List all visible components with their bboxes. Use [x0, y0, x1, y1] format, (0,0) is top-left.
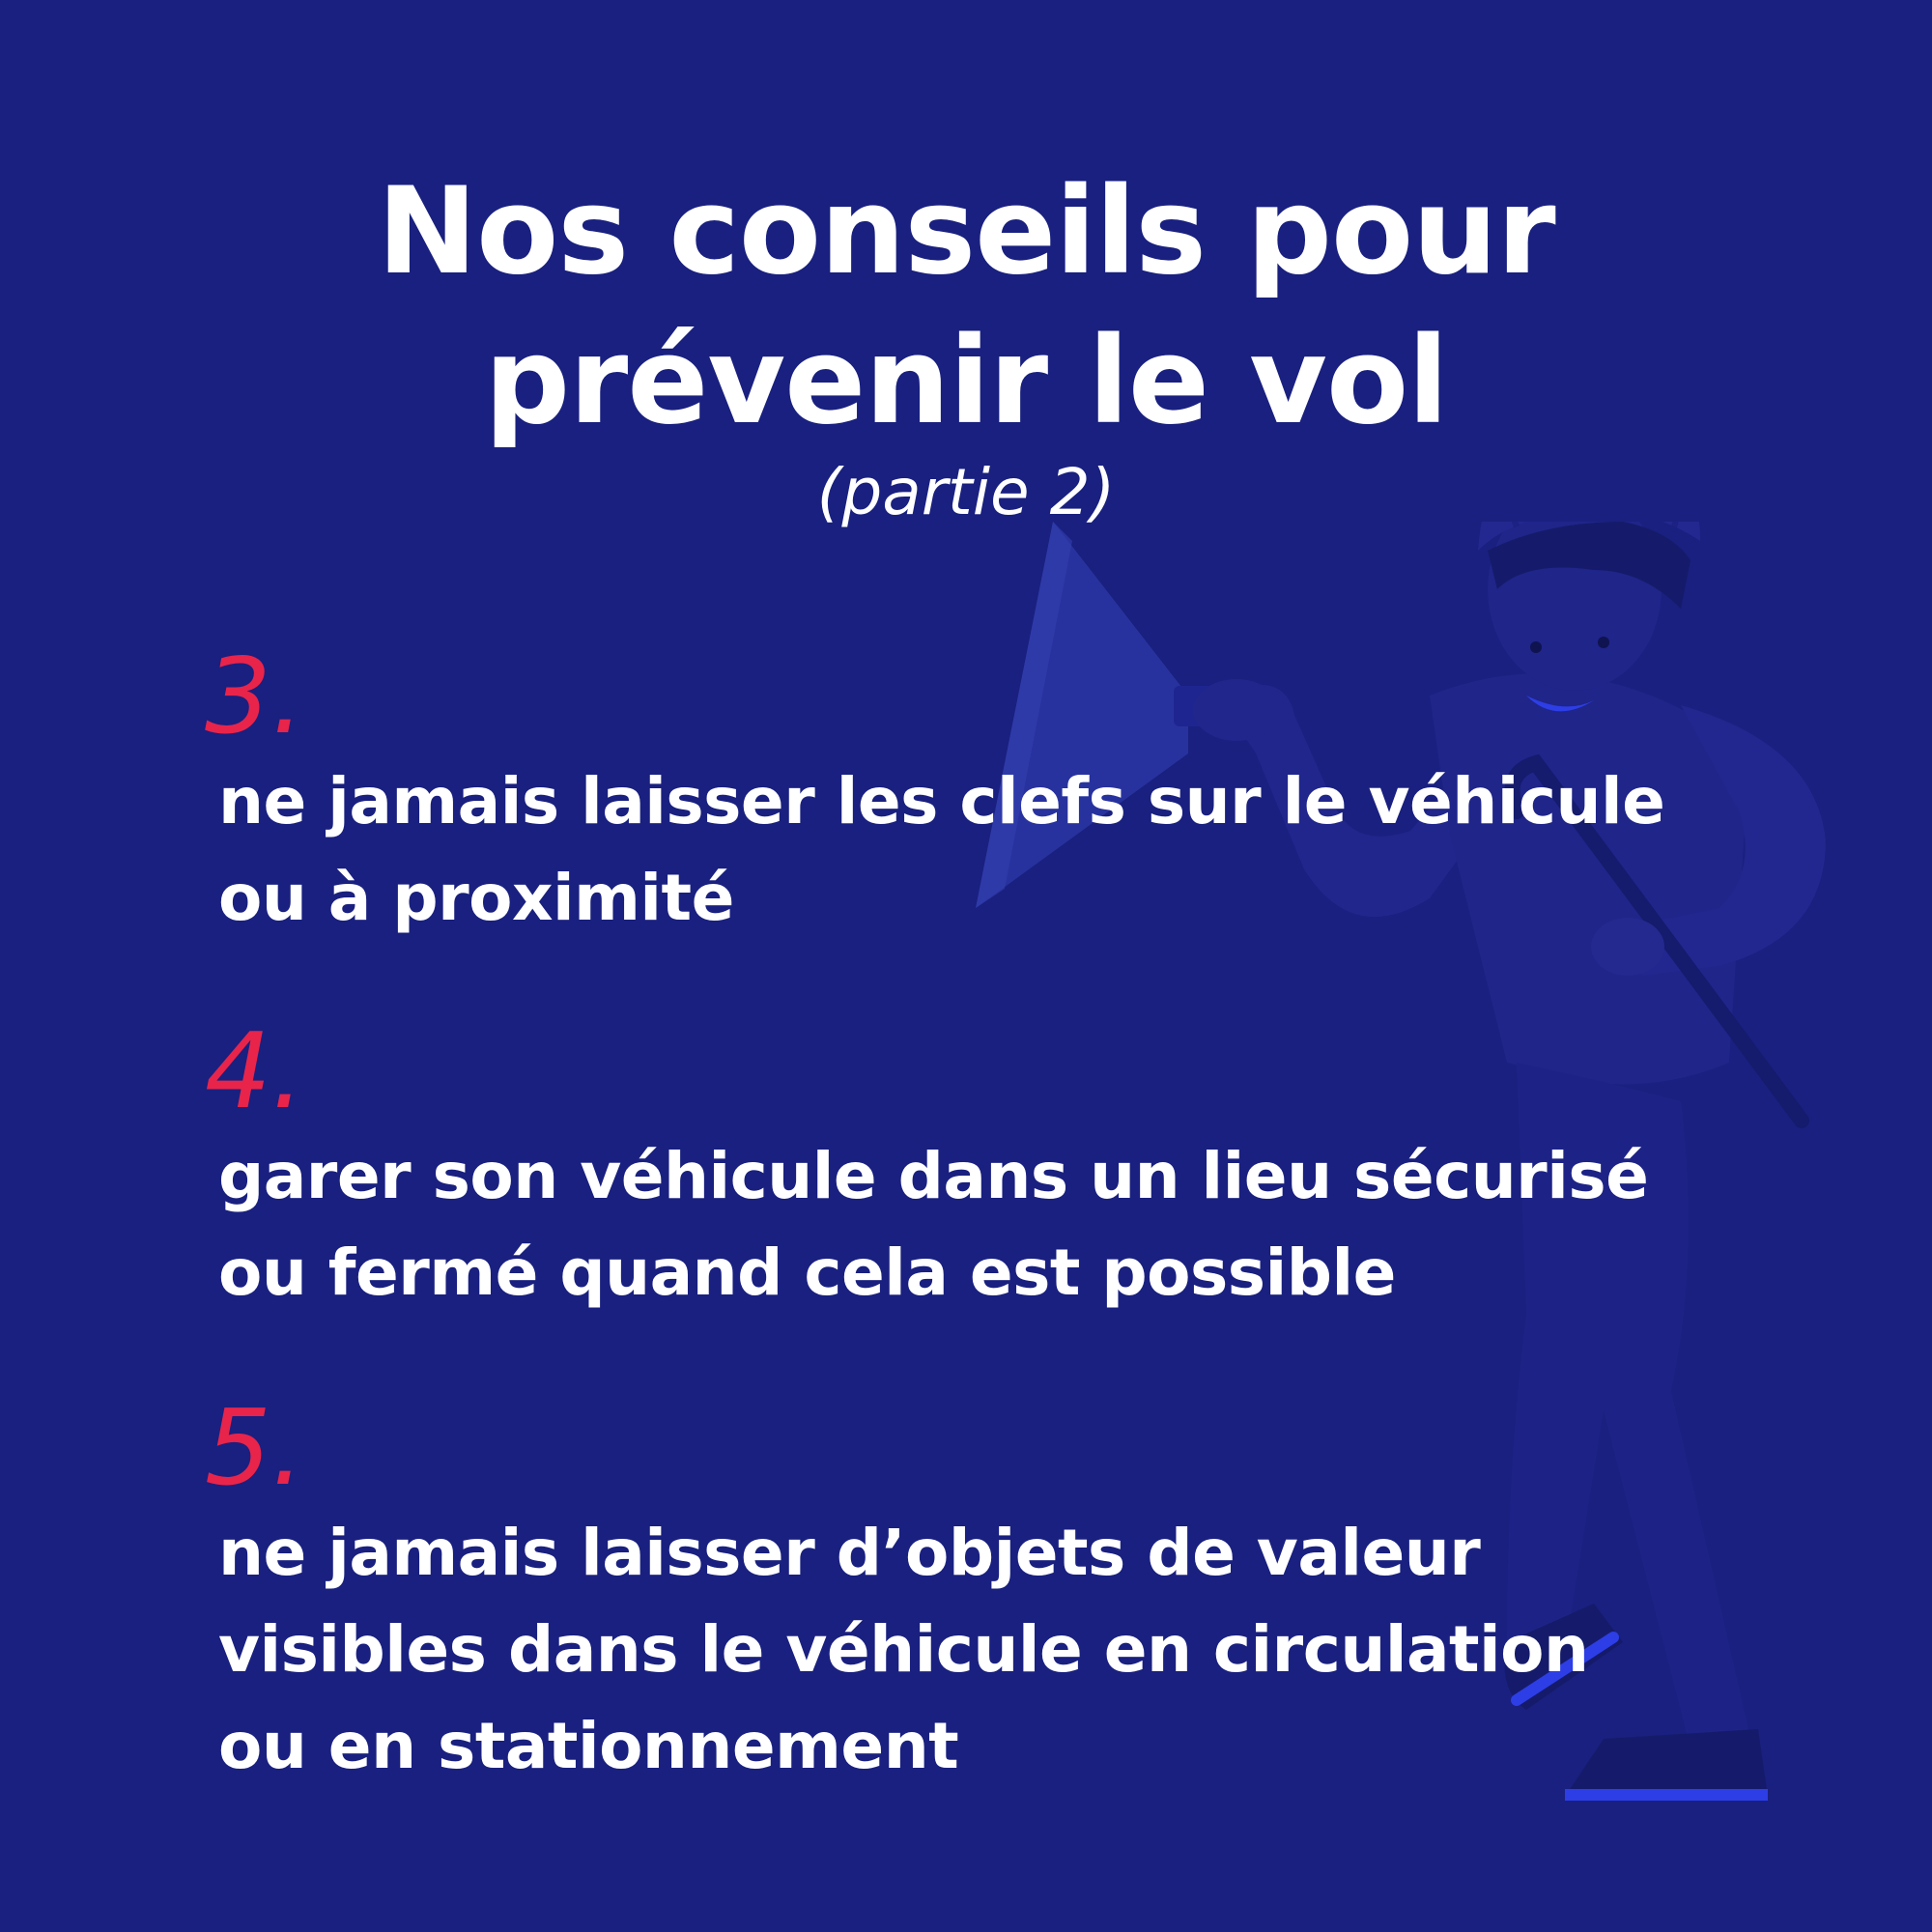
tip-5-text-line-1: ne jamais laisser d’objets de valeur	[218, 1516, 1481, 1590]
tip-3-text-line-1: ne jamais laisser les clefs sur le véhicule	[218, 764, 1665, 838]
shoe-right	[1565, 1729, 1768, 1797]
page-title-line-1: Nos conseils pour	[377, 162, 1555, 301]
tip-number-5: 5.	[205, 1388, 305, 1509]
tip-4-text-line-1: garer son véhicule dans un lieu sécurisé	[218, 1139, 1649, 1213]
page-subtitle: (partie 2)	[816, 455, 1116, 529]
tip-3-text-line-2: ou à proximité	[218, 861, 734, 935]
tip-5-text-line-2: visibles dans le véhicule en circulation	[218, 1612, 1589, 1687]
tip-4-text-line-2: ou fermé quand cela est possible	[218, 1236, 1396, 1310]
tip-number-4: 4.	[205, 1011, 305, 1132]
tip-number-3: 3.	[205, 637, 305, 757]
tip-5-text-line-3: ou en stationnement	[218, 1709, 959, 1783]
page-title-line-2: prévenir le vol	[484, 312, 1448, 451]
